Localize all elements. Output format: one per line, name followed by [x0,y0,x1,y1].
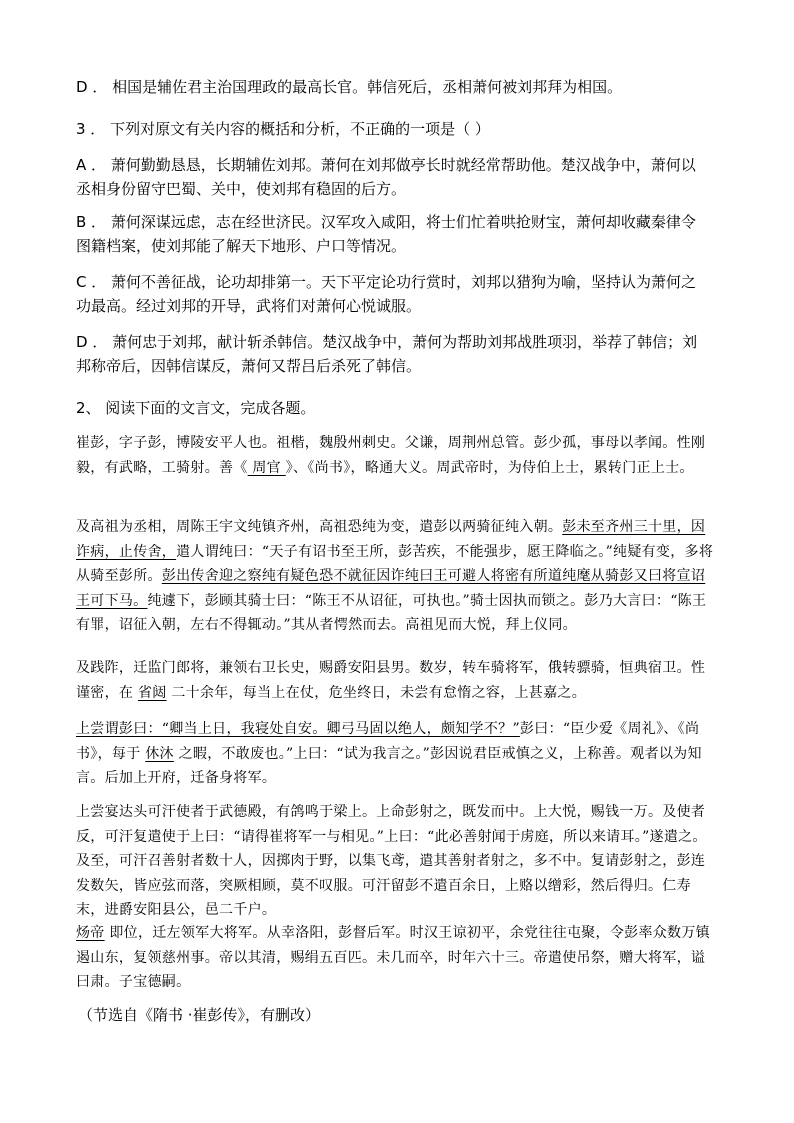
underlined-term: 炀帝 [76,925,105,941]
passage-paragraph-5: 上尝宴达头可汗使者于武德殿，有鸽鸣于梁上。上命彭射之，既发而中。上大悦，赐钱一万。及使者反，可汗复遣使于上曰：“请得崔将军一与相见。”上曰：“此必善射闻于虏庭，所以来请耳。”遂遣之。及至，可汗召善射者数十人，因掷肉于野，以集飞鸢，遣其善射者射之，多不中。复请彭射之，彭连发数矢，皆应弦而落，突厥相顾，莫不叹服。可汗留彭不遣百余日，上赂以缯彩，然后得归。仁寿末，进爵安阳县公，邑二千户。 [76,804,707,918]
passage-text: 》、《尚书》，略通大义。周武帝时，为侍伯上士，累转门正上士。 [285,459,694,476]
passage-text: 遣人谓纯曰：“天子有诏书至王所，彭苦疾，不能强步，愿王降临之。”纯疑有变，多将从骑至彭所。 [76,543,714,584]
passage-text: 纯遽下，彭顾其骑士曰：“陈王不从诏征，可执也。”骑士因执而锁之。彭乃大言曰：“陈王有罪，诏征入朝，左右不得辄动。”其从者愕然而去。高祖见而大悦，拜上仪同。 [76,592,707,633]
q3-option-a: A ． 萧何勤勤恳恳，长期辅佐刘邦。萧何在刘邦做亭长时就经常帮助他。楚汉战争中，萧何以丞相身份留守巴蜀、关中，使刘邦有稳固的后方。 [76,156,696,198]
passage-text: 及践阼，迁监门郎将，兼领右卫长史，赐爵安阳县男。数岁，转车骑将军，俄转骠骑，恒典宿卫。性谨密，在 [76,660,706,701]
underlined-sentence: 上尝谓彭曰：“卿当上日，我寝处自安。卿弓马固以绝人，颇知学不？” [76,721,520,737]
q3-option-c: C ． 萧何不善征战，论功却排第一。天下平定论功行赏时，刘邦以猎狗为喻，坚持认为萧何之功最高。经过刘邦的开导，武将们对萧何心悦诚服。 [76,273,697,315]
passage-text: 之暇，不敢废也。”上曰：“试为我言之。”彭因说君臣戒慎之义，上称善。观者以为知言。后加上开府，迁备身将军。 [76,745,702,786]
q2-option-d: D ． 相国是辅佐君主治国理政的最高长官。韩信死后，丞相萧何被刘邦拜为相国。 [76,78,623,96]
passage-text: 即位，迁左领军大将军。从幸洛阳，彭督后军。时汉王谅初平，余党往往屯聚，令彭率众数万镇遏山东，复领慈州事。帝以其清，赐绢五百匹。未几而卒，时年六十三。帝遣使吊祭，赠大将军，谥曰肃。子宝德嗣。 [76,925,710,990]
passage-paragraph-3 [76,656,716,705]
underlined-sentence: 彭出传舍迎之察纯有疑色恐不就征因诈纯曰王可避人将密有所道纯麾从骑彭又曰将宣诏王可下马。 [76,568,706,609]
q3-stem: 3 ． 下列对原文有关内容的概括和分析，不正确的一项是（ ） [76,120,490,138]
passage-text: 彭曰：“臣少爱《周礼》、《尚书》，每于 [76,721,700,762]
underlined-term: 省闼 [137,684,167,701]
passage-paragraph-6 [76,921,716,995]
passage-text: 崔彭，字子彭，博陵安平人也。祖楷，魏殷州刺史。父谦，周荆州总管。彭少孤，事母以孝闻。性刚毅，有武略，工骑射。善《 [76,435,706,476]
passage-paragraph-2 [76,515,716,638]
source-citation: （节选自《隋书 ·崔彭传》，有删改） [78,1006,321,1024]
passage-text: 二十余年，每当上在仗，危坐终日，未尝有怠惰之容，上甚嘉之。 [166,684,587,701]
underlined-term: 周官 [247,459,286,476]
section2-heading: 2、 阅读下面的文言文，完成各题。 [76,399,316,417]
underlined-term: 休沐 [145,745,174,762]
passage-paragraph-4 [76,717,716,791]
q3-option-b: B ． 萧何深谋远虑，志在经世济民。汉军攻入咸阳，将士们忙着哄抢财宝，萧何却收藏秦律令图籍档案，使刘邦能了解天下地形、户口等情况。 [76,213,696,255]
q3-option-d: D ． 萧何忠于刘邦，献计斩杀韩信。楚汉战争中，萧何为帮助刘邦战胜项羽，举荐了韩信；刘邦称帝后，因韩信谋反，萧何又帮吕后杀死了韩信。 [76,333,698,375]
underlined-sentence: 彭未至齐州三十里，因诈病，止传舍， [76,519,706,560]
passage-text: 及高祖为丞相，周陈王宇文纯镇齐州，高祖恐纯为变，遣彭以两骑征纯入朝。 [76,519,563,535]
passage-paragraph-1 [76,431,716,480]
